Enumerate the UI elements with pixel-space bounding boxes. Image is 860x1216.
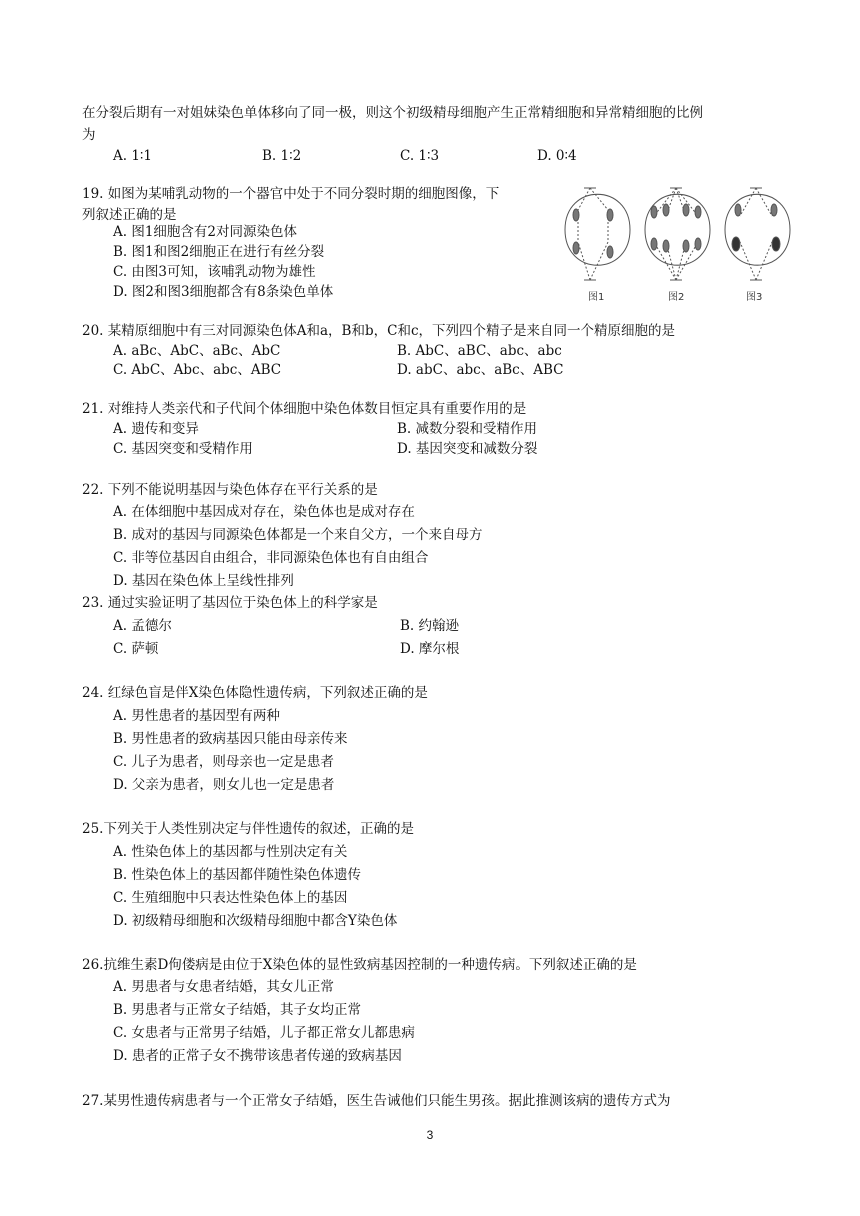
intro-line-2: 为 [82, 127, 96, 143]
intro-option-b: B. 1∶2 [262, 148, 302, 164]
q26-option-a: A. 男患者与女患者结婚，其女儿正常 [113, 979, 334, 995]
cell-1-diagram [565, 188, 630, 280]
intro-option-d: D. 0∶4 [537, 148, 577, 164]
q24-option-b: B. 男性患者的致病基因只能由母亲传来 [113, 731, 348, 747]
q20-option-d: D. abC、abc、aBc、ABC [397, 362, 564, 378]
q26-option-b: B. 男患者与正常女子结婚，其子女均正常 [113, 1002, 362, 1018]
intro-option-a: A. 1∶1 [113, 148, 153, 164]
q23-stem: 23. 通过实验证明了基因位于染色体上的科学家是 [82, 595, 378, 611]
q24-stem: 24. 红绿色盲是伴X染色体隐性遗传病，下列叙述正确的是 [82, 685, 428, 701]
q23-option-b: B. 约翰逊 [400, 618, 460, 634]
q25-option-c: C. 生殖细胞中只表达性染色体上的基因 [113, 890, 348, 906]
q25-option-b: B. 性染色体上的基因都伴随性染色体遗传 [113, 867, 362, 883]
q21-option-c: C. 基因突变和受精作用 [113, 441, 253, 457]
q25-stem: 25.下列关于人类性别决定与伴性遗传的叙述，正确的是 [82, 821, 414, 837]
figure-label-3: 图3 [746, 292, 763, 303]
figure-label-2: 图2 [668, 292, 685, 303]
q19-option-a: A. 图1细胞含有2对同源染色体 [113, 224, 298, 240]
q20-option-a: A. aBc、AbC、aBc、AbC [113, 343, 281, 359]
page-number: 3 [426, 1128, 434, 1142]
q19-option-b: B. 图1和图2细胞正在进行有丝分裂 [113, 244, 325, 260]
intro-line-1: 在分裂后期有一对姐妹染色单体移向了同一极，则这个初级精母细胞产生正常精细胞和异常精细胞的比例 [82, 105, 703, 121]
q20-option-b: B. AbC、aBC、abc、abc [397, 343, 562, 359]
q21-option-d: D. 基因突变和减数分裂 [397, 441, 538, 457]
q27-stem: 27.某男性遗传病患者与一个正常女子结婚，医生告诫他们只能生男孩。据此推测该病的遗传方式为 [82, 1093, 671, 1109]
q22-stem: 22. 下列不能说明基因与染色体存在平行关系的是 [82, 482, 378, 498]
q26-option-d: D. 患者的正常子女不携带该患者传递的致病基因 [113, 1048, 402, 1064]
q21-option-a: A. 遗传和变异 [113, 421, 199, 437]
q20-option-c: C. AbC、Abc、abc、ABC [113, 362, 282, 378]
q24-option-d: D. 父亲为患者，则女儿也一定是患者 [113, 777, 335, 793]
q22-option-b: B. 成对的基因与同源染色体都是一个来自父方，一个来自母方 [113, 527, 483, 543]
q23-option-d: D. 摩尔根 [400, 641, 460, 657]
q23-option-a: A. 孟德尔 [113, 618, 172, 634]
cell-2-diagram [645, 188, 710, 280]
q23-option-c: C. 萨顿 [113, 641, 159, 657]
q25-option-d: D. 初级精母细胞和次级精母细胞中都含Y染色体 [113, 913, 398, 929]
q26-stem: 26.抗维生素D佝偻病是由位于X染色体的显性致病基因控制的一种遗传病。下列叙述正确的是 [82, 957, 637, 973]
figure-label-1: 图1 [588, 292, 605, 303]
q22-option-c: C. 非等位基因自由组合，非同源染色体也有自由组合 [113, 550, 429, 566]
q19-option-c: C. 由图3可知，该哺乳动物为雄性 [113, 264, 316, 280]
q20-stem: 20. 某精原细胞中有三对同源染色体A和a，B和b，C和c，下列四个精子是来自同一个精原细胞的是 [82, 323, 676, 339]
q19-stem-2: 列叙述正确的是 [82, 207, 177, 223]
q19-option-d: D. 图2和图3细胞都含有8条染色单体 [113, 284, 334, 300]
q24-option-c: C. 儿子为患者，则母亲也一定是患者 [113, 754, 334, 770]
q19-stem-1: 19. 如图为某哺乳动物的一个器官中处于不同分裂时期的细胞图像，下 [82, 186, 500, 202]
cell-division-figure [560, 180, 800, 306]
q22-option-d: D. 基因在染色体上呈线性排列 [113, 573, 294, 589]
cell-3-diagram [725, 188, 790, 280]
intro-option-c: C. 1∶3 [400, 148, 440, 164]
q25-option-a: A. 性染色体上的基因都与性别决定有关 [113, 844, 348, 860]
q22-option-a: A. 在体细胞中基因成对存在，染色体也是成对存在 [113, 504, 415, 520]
q21-option-b: B. 减数分裂和受精作用 [397, 421, 538, 437]
q21-stem: 21. 对维持人类亲代和子代间个体细胞中染色体数目恒定具有重要作用的是 [82, 401, 527, 417]
q26-option-c: C. 女患者与正常男子结婚，儿子都正常女儿都患病 [113, 1025, 415, 1041]
q24-option-a: A. 男性患者的基因型有两种 [113, 708, 280, 724]
